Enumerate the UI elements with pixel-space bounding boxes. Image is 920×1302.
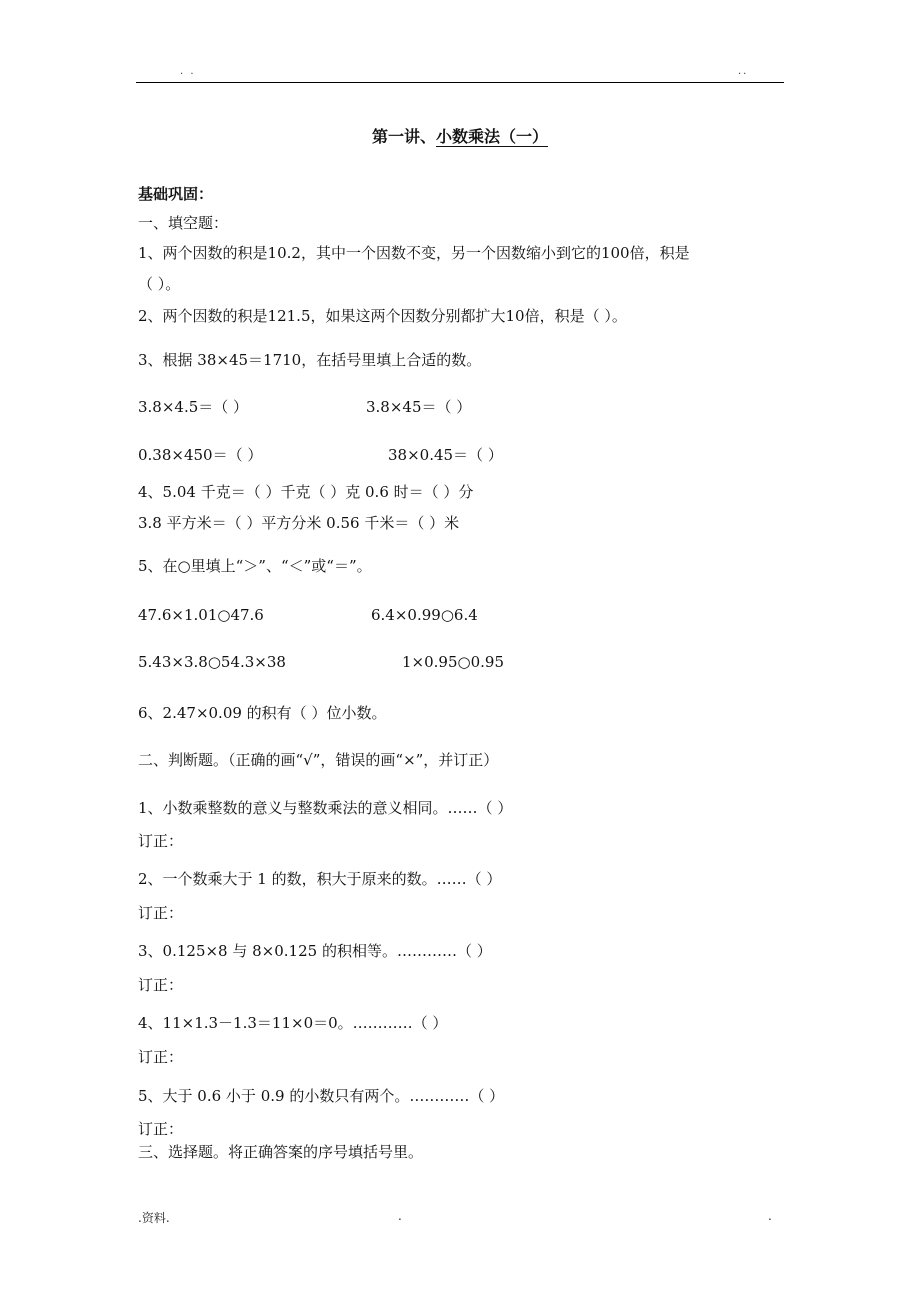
section-basic-heading: 基础巩固： (138, 185, 214, 203)
footer-right: . (768, 1209, 772, 1223)
header-right-dots: .. (738, 66, 749, 77)
q5: 5、在○里填上“＞”、“＜”或“＝”。 (138, 557, 372, 575)
page-title (0, 124, 920, 147)
q3-c: 0.38×450＝（ ） (138, 446, 263, 464)
footer-left: .资料. (138, 1211, 170, 1225)
q5-a: 47.6×1.01○47.6 (138, 606, 264, 624)
correction-label-1: 订正： (138, 832, 184, 850)
q4-line2: 3.8 平方米＝（ ）平方分米 0.56 千米＝（ ）米 (138, 514, 460, 532)
q3-d: 38×0.45＝（ ） (388, 446, 503, 464)
correction-label-2: 订正： (138, 904, 184, 922)
q3-b: 3.8×45＝（ ） (366, 398, 472, 416)
title-underlined: 小数乘法（一） (436, 127, 549, 146)
judge-item-2: 2、一个数乘大于 1 的数，积大于原来的数。……（ ） (138, 870, 502, 888)
judge-item-5: 5、大于 0.6 小于 0.9 的小数只有两个。…………（ ） (138, 1087, 505, 1105)
q6: 6、2.47×0.09 的积有（ ）位小数。 (138, 704, 387, 722)
part1-heading: 一、填空题： (138, 214, 229, 232)
judge-item-4: 4、11×1.3－1.3＝11×0＝0。…………（ ） (138, 1014, 448, 1032)
header-left-dots: . . (180, 66, 196, 77)
correction-label-4: 订正： (138, 1048, 184, 1066)
q1-line1: 1、两个因数的积是10.2，其中一个因数不变，另一个因数缩小到它的100倍，积是 (138, 244, 690, 262)
q5-c: 5.43×3.8○54.3×38 (138, 653, 286, 671)
part2-heading: 二、判断题。（正确的画“√”，错误的画“×”，并订正） (138, 751, 499, 769)
q3: 3、根据 38×45＝1710，在括号里填上合适的数。 (138, 351, 482, 369)
q2: 2、两个因数的积是121.5，如果这两个因数分别都扩大10倍，积是（ ）。 (138, 307, 627, 325)
q4-line1: 4、5.04 千克＝（ ）千克（ ）克 0.6 时＝（ ）分 (138, 483, 474, 501)
q5-d: 1×0.95○0.95 (402, 653, 504, 671)
q5-b: 6.4×0.99○6.4 (371, 606, 478, 624)
footer-middle: . (398, 1209, 402, 1223)
q3-a: 3.8×4.5＝（ ） (138, 398, 249, 416)
part3-heading: 三、选择题。将正确答案的序号填括号里。 (138, 1143, 424, 1161)
title-prefix: 第一讲、 (371, 127, 436, 146)
correction-label-3: 订正： (138, 976, 184, 994)
header-rule (136, 82, 784, 83)
judge-item-1: 1、小数乘整数的意义与整数乘法的意义相同。……（ ） (138, 799, 513, 817)
correction-label-5: 订正： (138, 1120, 184, 1138)
judge-item-3: 3、0.125×8 与 8×0.125 的积相等。…………（ ） (138, 942, 492, 960)
q1-line2: （ ）。 (138, 275, 181, 293)
